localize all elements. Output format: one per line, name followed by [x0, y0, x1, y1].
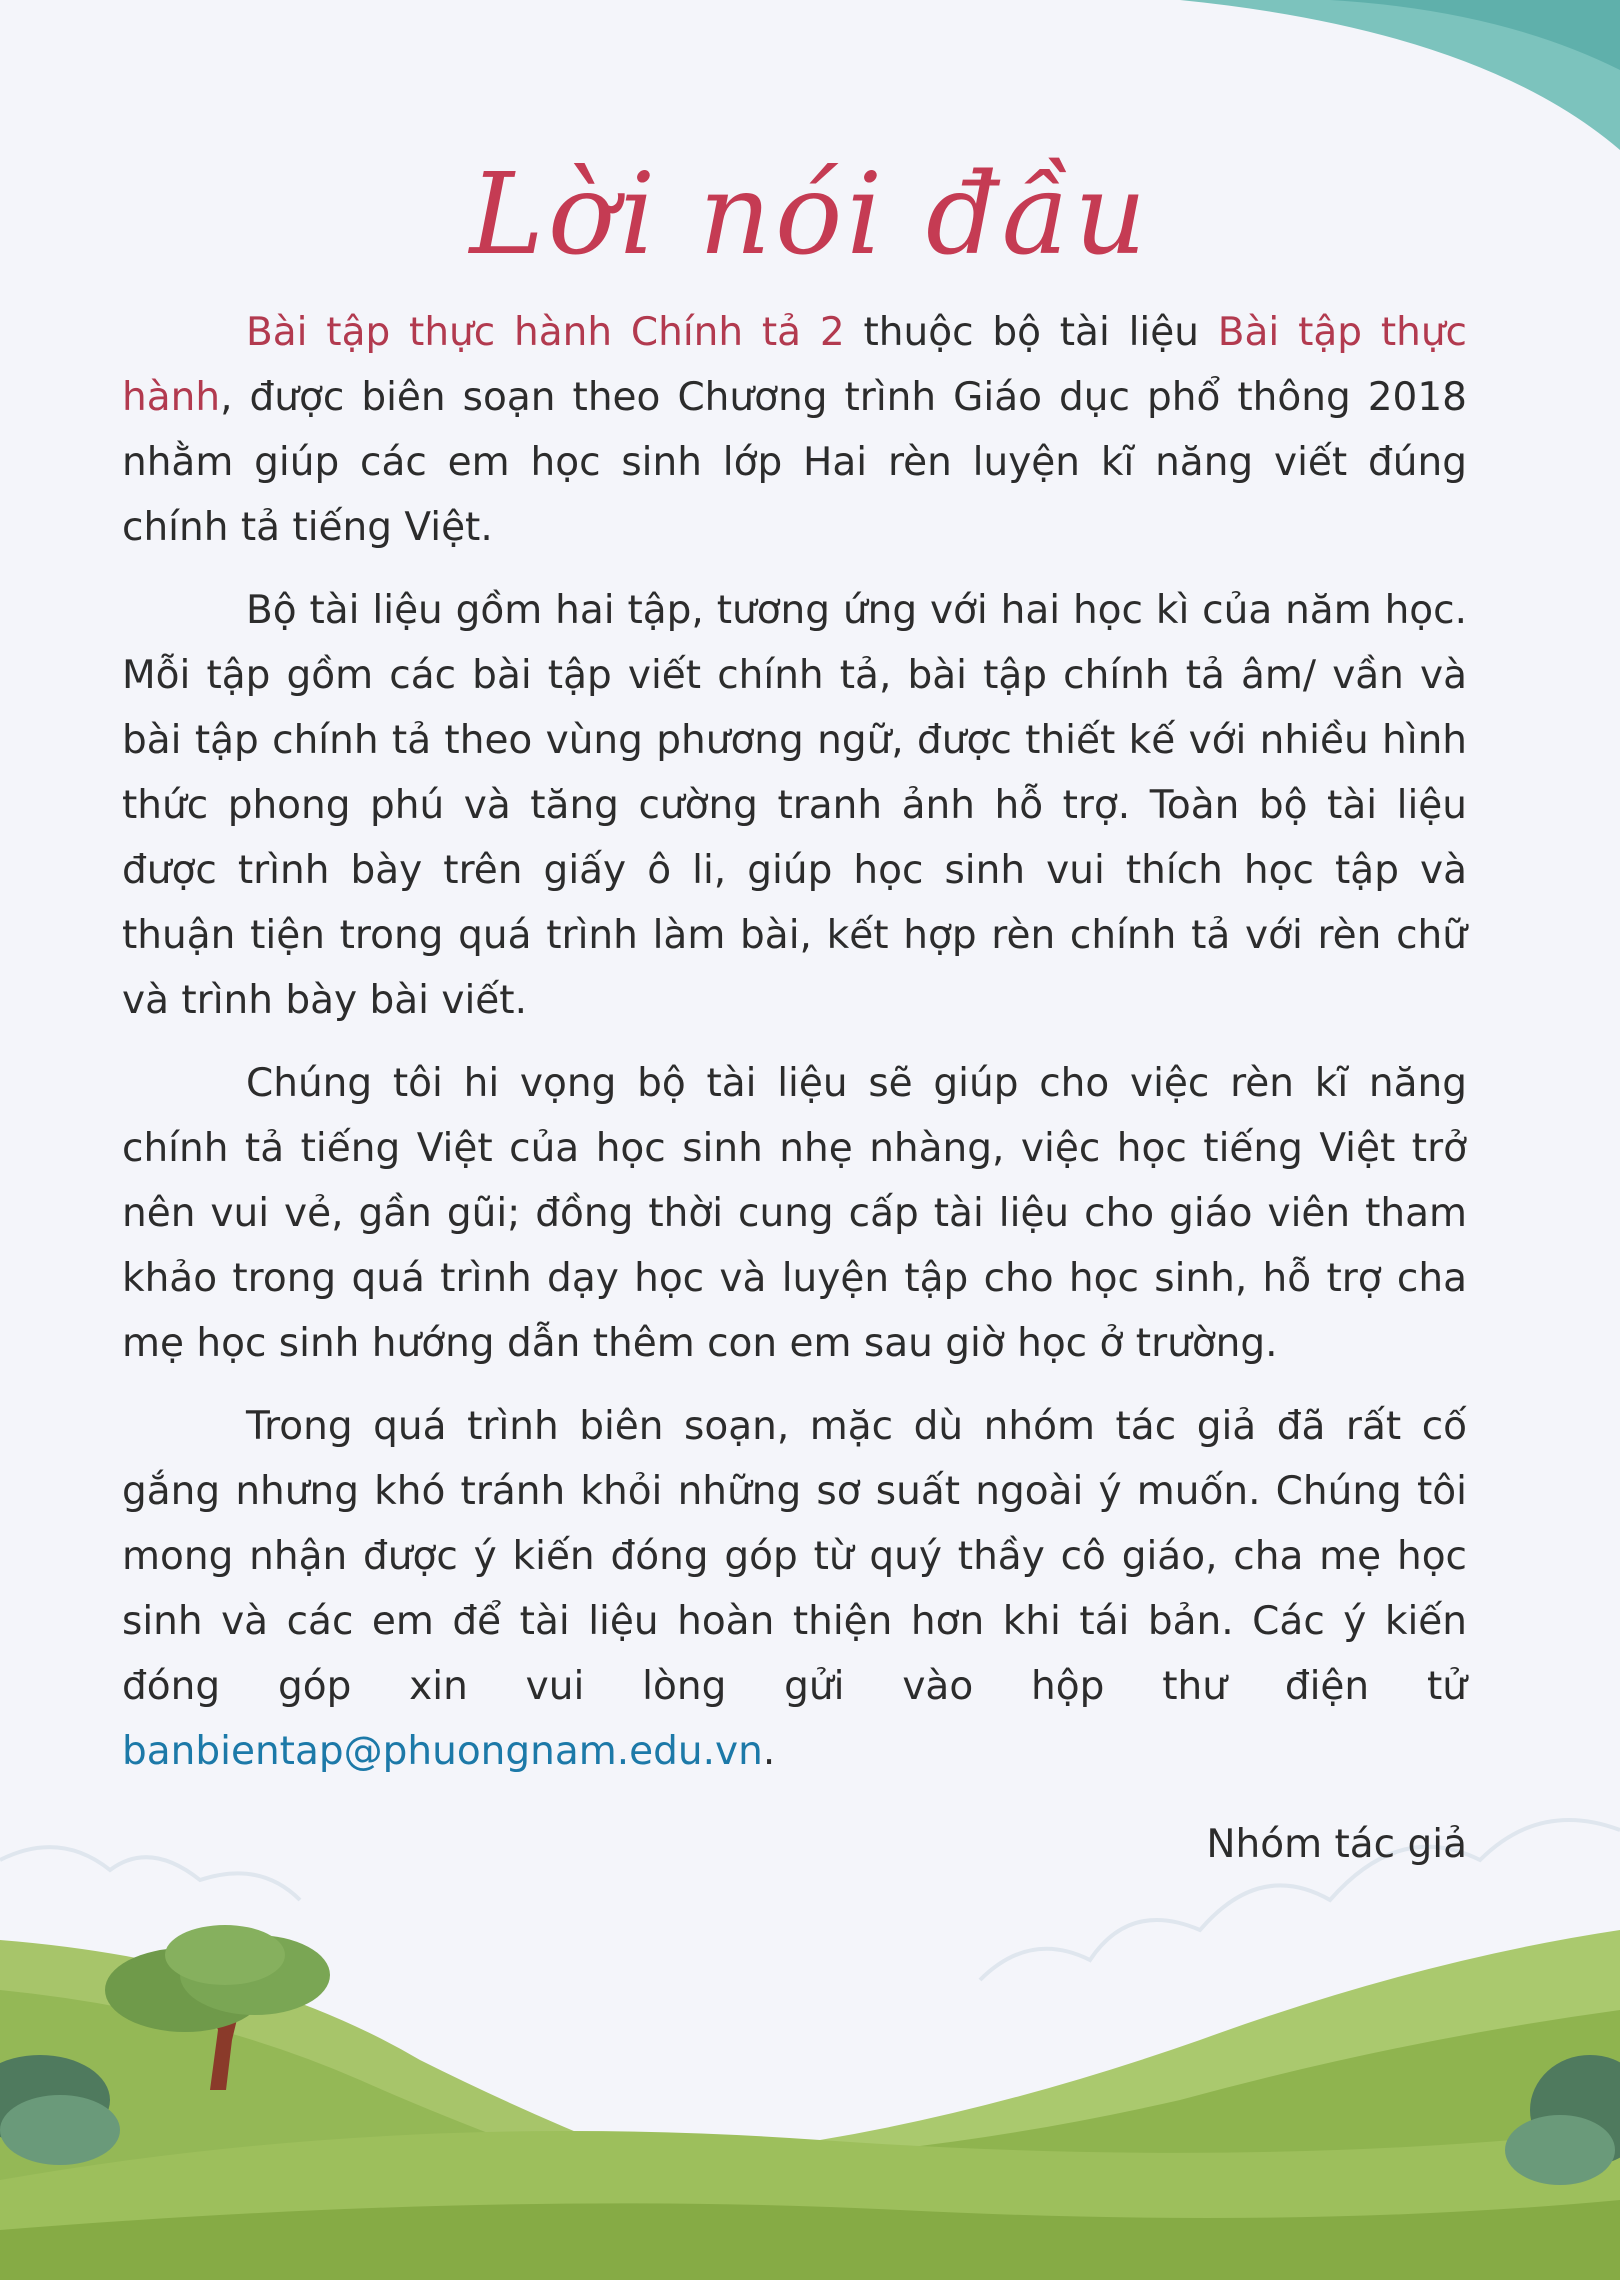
paragraph-1: Bài tập thực hành Chính tả 2 thuộc bộ tài liệu Bài tập thực hành, được biên soạn theo Chương trình Giáo dục phổ thông 2018 nhằm giúp các em học sinh lớp Hai rèn luyện kĩ năng viết đúng chính tả tiếng Việt.: [122, 310, 1467, 550]
signature: Nhóm tác giả: [1206, 1822, 1467, 1867]
paragraph-2: Bộ tài liệu gồm hai tập, tương ứng với hai học kì của năm học. Mỗi tập gồm các bài tập viết chính tả, bài tập chính tả âm/ vần và bài tập chính tả theo vùng phương ngữ, được thiết kế với nhiều hình thức phong phú và tăng cường tranh ảnh hỗ trợ. Toàn bộ tài liệu được trình bày trên giấy ô li, giúp học sinh vui thích học tập và thuận tiện trong quá trình làm bài, kết hợp rèn chính tả với rèn chữ và trình bày bài viết.: [122, 588, 1467, 1023]
series-title: Bài tập thực hành: [122, 310, 1467, 420]
paragraph-4: Trong quá trình biên soạn, mặc dù nhóm tác giả đã rất cố gắng nhưng khó tránh khỏi những sơ suất ngoài ý muốn. Chúng tôi mong nhận được ý kiến đóng góp từ quý thầy cô giáo, cha mẹ học sinh và các em để tài liệu hoàn thiện hơn khi tái bản. Các ý kiến đóng góp xin vui lòng gửi vào hộp thư điện tử banbientap@phuongnam.edu.vn.: [122, 1404, 1467, 1774]
page-title: Lời nói đầu: [469, 150, 1151, 280]
email-link[interactable]: banbientap@phuongnam.edu.vn: [122, 1729, 763, 1774]
book-title: Bài tập thực hành Chính tả 2: [246, 310, 845, 355]
paragraph-3: Chúng tôi hi vọng bộ tài liệu sẽ giúp cho việc rèn kĩ năng chính tả tiếng Việt của học sinh nhẹ nhàng, việc học tiếng Việt trở nên vui vẻ, gần gũi; đồng thời cung cấp tài liệu cho giáo viên tham khảo trong quá trình dạy học và luyện tập cho học sinh, hỗ trợ cha mẹ học sinh hướng dẫn thêm con em sau giờ học ở trường.: [122, 1061, 1467, 1366]
preface-body: [122, 300, 1467, 1895]
